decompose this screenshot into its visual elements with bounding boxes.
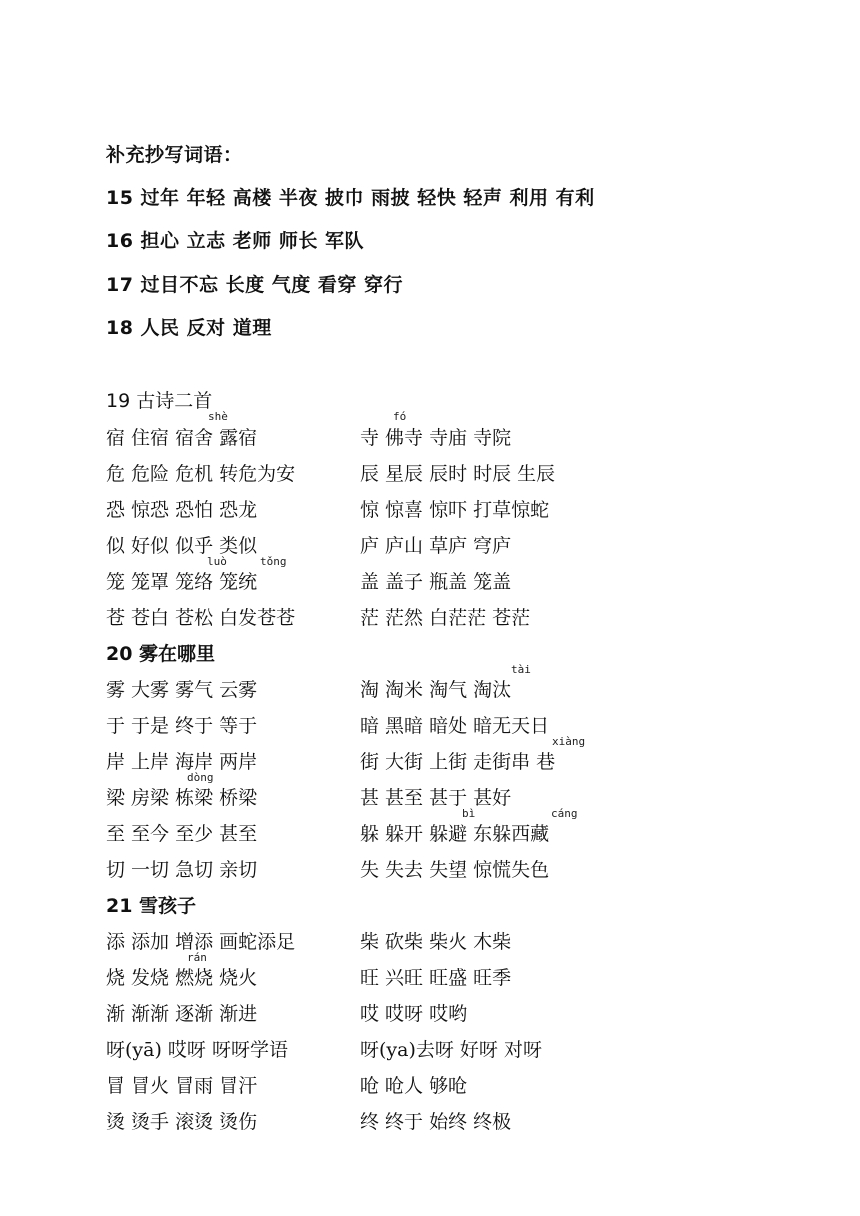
lesson-21-row-5-right: 呛 呛人 够呛 bbox=[360, 1075, 468, 1097]
lesson-20-row-1-right: 淘 淘米 淘气 淘汰 bbox=[360, 679, 512, 701]
lesson-20-row-2-left: 于 于是 终于 等于 bbox=[106, 715, 258, 737]
lesson-19-row-1-left: 宿 住宿 宿舍 露宿 bbox=[106, 427, 258, 449]
lesson-19-row-3-right: 惊 惊喜 惊吓 打草惊蛇 bbox=[360, 499, 550, 521]
lesson-20-row-3-left: 岸 上岸 海岸 两岸 bbox=[106, 751, 258, 773]
lesson-19-row-6-right: 茫 茫然 白茫茫 苍茫 bbox=[360, 607, 531, 629]
lesson-20-row-4-left: 梁 房梁 栋梁 桥梁 bbox=[106, 787, 258, 809]
lesson-21-row-3-left: 渐 渐渐 逐渐 渐进 bbox=[106, 1003, 258, 1025]
lesson-21-row-4-left: 呀(yā) 哎呀 呀呀学语 bbox=[106, 1039, 288, 1061]
lesson-19-row-1-right: 寺 佛寺 寺庙 寺院 bbox=[360, 427, 512, 449]
lesson-19-title: 19 古诗二首 bbox=[106, 390, 213, 412]
pinyin-tong: tǒng bbox=[260, 555, 287, 568]
lesson-21-row-5-left: 冒 冒火 冒雨 冒汗 bbox=[106, 1075, 258, 1097]
lesson-20-row-5-right: 躲 躲开 躲避 东躲西藏 bbox=[360, 823, 550, 845]
pinyin-xiang: xiàng bbox=[552, 735, 586, 748]
lesson-19-row-3-left: 恐 惊恐 恐怕 恐龙 bbox=[106, 499, 258, 521]
supplement-heading: 补充抄写词语： bbox=[106, 144, 243, 166]
lesson-21-row-2-right: 旺 兴旺 旺盛 旺季 bbox=[360, 967, 512, 989]
lesson-21-title: 21 雪孩子 bbox=[106, 895, 197, 917]
lesson-19-row-2-right: 辰 星辰 辰时 时辰 生辰 bbox=[360, 463, 556, 485]
lesson-19-row-5-left: 笼 笼罩 笼络 笼统 bbox=[106, 571, 258, 593]
lesson-20-row-6-left: 切 一切 急切 亲切 bbox=[106, 859, 258, 881]
pinyin-luo: luò bbox=[207, 555, 227, 568]
lesson-21-row-1-left: 添 添加 增添 画蛇添足 bbox=[106, 931, 296, 953]
lesson-19-row-4-left: 似 好似 似乎 类似 bbox=[106, 535, 258, 557]
pinyin-dong: dòng bbox=[187, 771, 214, 784]
lesson-20-row-5-left: 至 至今 至少 甚至 bbox=[106, 823, 258, 845]
lesson-19-row-5-right: 盖 盖子 瓶盖 笼盖 bbox=[360, 571, 512, 593]
pinyin-tai: tài bbox=[511, 663, 531, 676]
lesson-21-row-1-right: 柴 砍柴 柴火 木柴 bbox=[360, 931, 512, 953]
lesson-21-row-2-left: 烧 发烧 燃烧 烧火 bbox=[106, 967, 258, 989]
lesson-21-row-3-right: 哎 哎呀 哎哟 bbox=[360, 1003, 468, 1025]
supplement-line-16: 16 担心 立志 老师 师长 军队 bbox=[106, 230, 365, 252]
lesson-20-title: 20 雾在哪里 bbox=[106, 643, 216, 665]
pinyin-she: shè bbox=[208, 410, 228, 423]
lesson-20-row-2-right: 暗 黑暗 暗处 暗无天日 bbox=[360, 715, 550, 737]
supplement-line-17: 17 过目不忘 长度 气度 看穿 穿行 bbox=[106, 274, 404, 296]
lesson-20-row-4-right: 甚 甚至 甚于 甚好 bbox=[360, 787, 512, 809]
lesson-21-row-6-right: 终 终于 始终 终极 bbox=[360, 1111, 512, 1133]
pinyin-fo: fó bbox=[393, 410, 407, 423]
pinyin-bi: bì bbox=[462, 807, 476, 820]
lesson-19-row-4-right: 庐 庐山 草庐 穹庐 bbox=[360, 535, 512, 557]
lesson-21-row-4-right: 呀(ya)去呀 好呀 对呀 bbox=[360, 1039, 542, 1061]
pinyin-cang: cáng bbox=[551, 807, 578, 820]
lesson-19-row-2-left: 危 危险 危机 转危为安 bbox=[106, 463, 296, 485]
lesson-20-row-6-right: 失 失去 失望 惊慌失色 bbox=[360, 859, 550, 881]
lesson-21-row-6-left: 烫 烫手 滚烫 烫伤 bbox=[106, 1111, 258, 1133]
lesson-20-row-1-left: 雾 大雾 雾气 云雾 bbox=[106, 679, 258, 701]
lesson-20-row-3-right: 街 大街 上街 走街串 巷 bbox=[360, 751, 556, 773]
supplement-line-18: 18 人民 反对 道理 bbox=[106, 317, 272, 339]
lesson-19-row-6-left: 苍 苍白 苍松 白发苍苍 bbox=[106, 607, 296, 629]
pinyin-ran: rán bbox=[187, 951, 207, 964]
supplement-line-15: 15 过年 年轻 高楼 半夜 披巾 雨披 轻快 轻声 利用 有利 bbox=[106, 187, 595, 209]
